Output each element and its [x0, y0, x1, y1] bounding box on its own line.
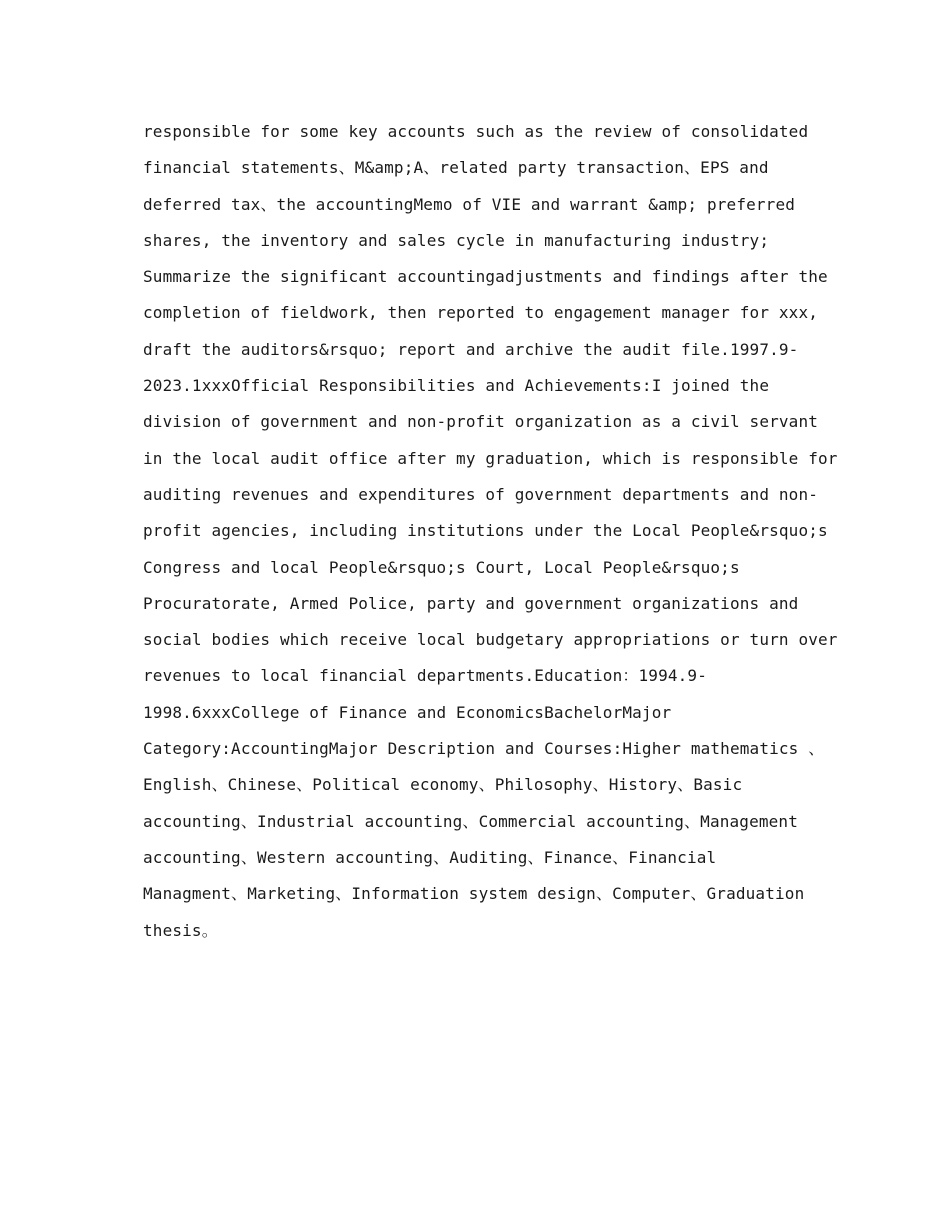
- text-line: Category:AccountingMajor Description and Courses:Higher mathematics 、: [143, 739, 825, 759]
- text-line: Procuratorate, Armed Police, party and government organizations and: [143, 593, 799, 613]
- text-line: financial statements、M&amp;A、related party transaction、EPS and: [143, 158, 769, 178]
- body-text: [143, 114, 838, 949]
- text-line: Summarize the significant accountingadjustments and findings after the: [143, 267, 828, 287]
- text-line: division of government and non-profit organization as a civil servant: [143, 412, 819, 432]
- text-line: in the local audit office after my graduation, which is responsible for: [143, 448, 838, 468]
- text-line: completion of fieldwork, then reported to engagement manager for xxx,: [143, 303, 819, 323]
- text-line: responsible for some key accounts such as the review of consolidated: [143, 122, 809, 141]
- text-line: draft the auditors&rsquo; report and archive the audit file.1997.9-: [143, 339, 799, 359]
- text-line: English、Chinese、Political economy、Philosophy、History、Basic: [143, 775, 743, 795]
- text-line: accounting、Western accounting、Auditing、Finance、Financial: [143, 847, 717, 867]
- text-line: revenues to local financial departments.Education：1994.9-: [143, 666, 707, 686]
- text-line: auditing revenues and expenditures of government departments and non-: [143, 484, 819, 504]
- text-line: Congress and local People&rsquo;s Court, Local People&rsquo;s: [143, 557, 740, 577]
- text-line: social bodies which receive local budgetary appropriations or turn over: [143, 630, 838, 650]
- text-line: Managment、Marketing、Information system design、Computer、Graduation: [143, 884, 805, 904]
- text-line: 1998.6xxxCollege of Finance and EconomicsBachelorMajor: [143, 702, 672, 722]
- text-line: 2023.1xxxOfficial Responsibilities and Achievements:I joined the: [143, 376, 770, 396]
- text-line: deferred tax、the accountingMemo of VIE and warrant &amp; preferred: [143, 194, 796, 214]
- text-line: accounting、Industrial accounting、Commercial accounting、Management: [143, 811, 798, 831]
- text-line: profit agencies, including institutions under the Local People&rsquo;s: [143, 521, 828, 541]
- text-line: shares, the inventory and sales cycle in manufacturing industry;: [143, 230, 770, 250]
- text-line: thesis。: [143, 920, 218, 940]
